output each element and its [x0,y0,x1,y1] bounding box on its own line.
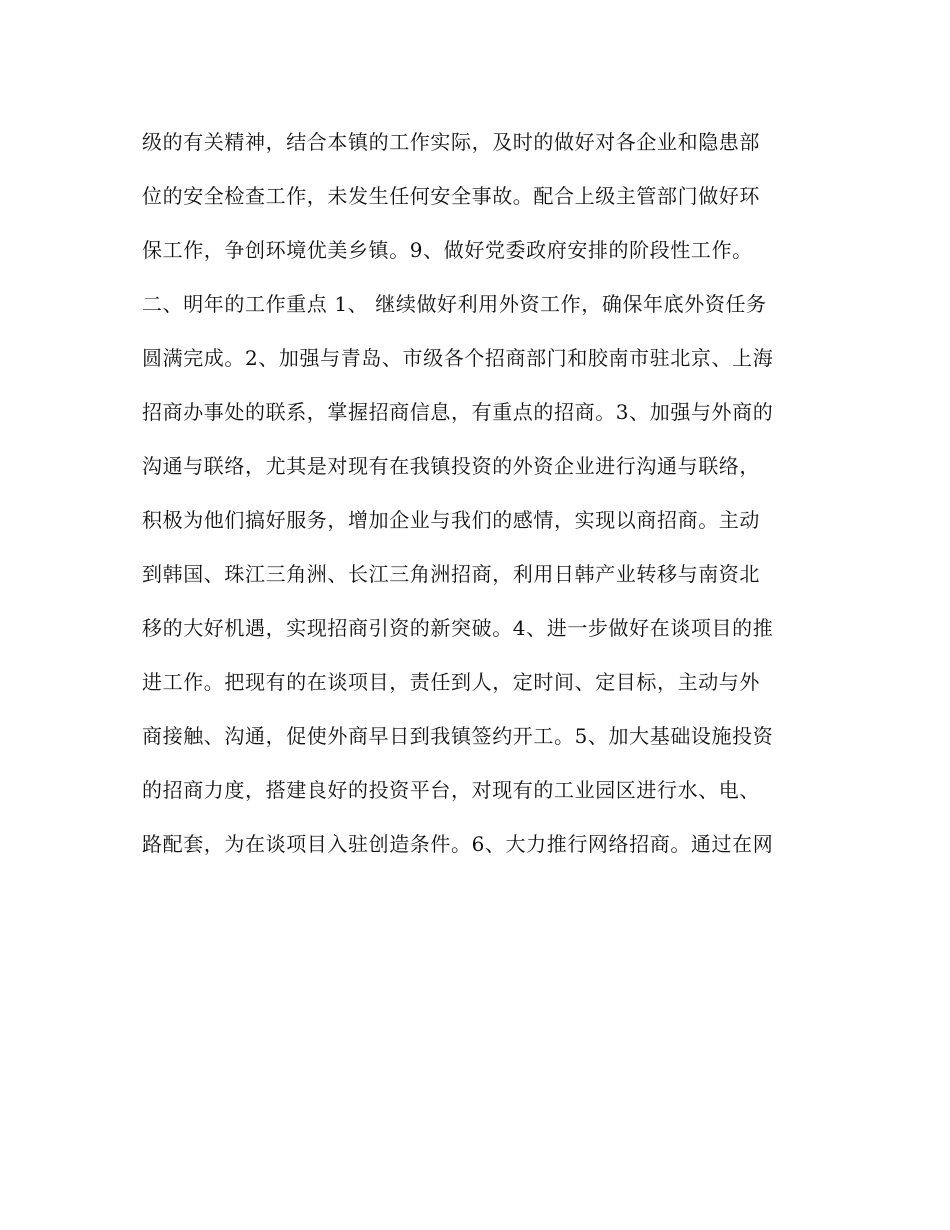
text-line-2: 位的安全检查工作，未发生任何安全事故。配合上级主管部门做好环 [142,184,760,208]
text-line-11: 进工作。把现有的在谈项目，责任到人，定时间、定目标，主动与外 [142,670,760,694]
text-line-10: 移的大好机遇，实现招商引资的新突破。4、进一步做好在谈项目的推 [142,616,774,640]
text-line-9: 到韩国、珠江三角洲、长江三角洲招商，利用日韩产业转移与南资北 [142,562,760,586]
text-line-13: 的招商力度，搭建良好的投资平台，对现有的工业园区进行水、电、 [142,778,760,802]
text-line-5: 圆满完成。2、加强与青岛、市级各个招商部门和胶南市驻北京、上海 [142,346,774,370]
text-line-14: 路配套，为在谈项目入驻创造条件。6、大力推行网络招商。通过在网 [142,832,774,856]
text-line-1: 级的有关精神，结合本镇的工作实际，及时的做好对各企业和隐患部 [142,130,760,154]
text-line-4: 二、明年的工作重点 1、 继续做好利用外资工作，确保年底外资任务 [142,292,767,316]
text-line-3: 保工作，争创环境优美乡镇。9、做好党委政府安排的阶段性工作。 [142,238,753,262]
text-line-8: 积极为他们搞好服务，增加企业与我们的感情，实现以商招商。主动 [142,508,760,532]
body-text [142,122,822,878]
text-line-6: 招商办事处的联系，掌握招商信息，有重点的招商。3、加强与外商的 [142,400,774,424]
text-line-7: 沟通与联络，尤其是对现有在我镇投资的外资企业进行沟通与联络， [142,454,760,478]
text-line-12: 商接触、沟通，促使外商早日到我镇签约开工。5、加大基础设施投资 [142,724,774,748]
